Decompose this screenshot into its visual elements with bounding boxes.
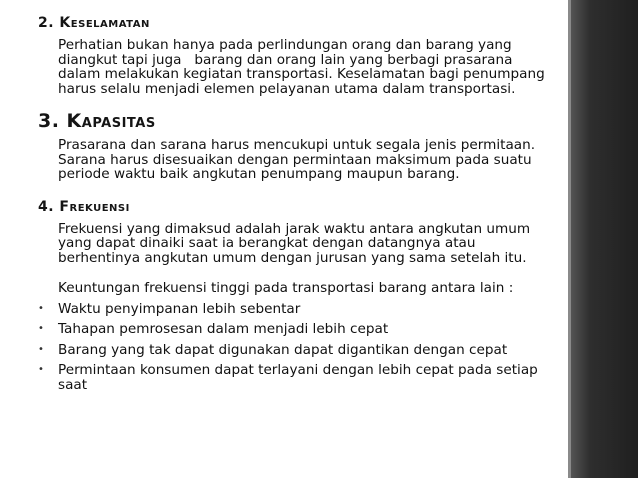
bullet-icon: • <box>38 364 44 375</box>
text-line: Perhatian bukan hanya pada perlindungan orang dan barang yang <box>58 37 512 53</box>
slide-content <box>38 14 598 398</box>
paragraph-keselamatan <box>58 38 598 96</box>
list-item-text: saat <box>58 376 88 393</box>
heading-kapasitas: 3. Kapasitas <box>38 110 156 132</box>
bullet-icon: • <box>38 323 44 334</box>
text-line: diangkut tapi juga barang dan orang lain yang berbagi prasarana <box>58 51 513 68</box>
heading-frekuensi: 4. Frekuensi <box>38 198 130 215</box>
text-line: Frekuensi yang dimaksud adalah jarak waktu antara angkutan umum <box>58 220 531 237</box>
text-line: yang dapat dinaiki saat ia berangkat dengan datangnya atau <box>58 235 476 251</box>
text-line: periode waktu baik angkutan penumpang maupun barang. <box>58 166 460 182</box>
list-item-text: Tahapan pemrosesan dalam menjadi lebih cepat <box>58 321 389 337</box>
text-line: Prasarana dan sarana harus mencukupi untuk segala jenis permitaan. <box>58 137 536 153</box>
list-item <box>38 322 598 337</box>
text-line: berhentinya angkutan umum dengan jurusan yang sama setelah itu. <box>58 249 527 266</box>
list-item <box>38 363 598 392</box>
text-line: Sarana harus disesuaikan dengan permintaan maksimum pada suatu <box>58 151 532 168</box>
heading-keselamatan: 2. Keselamatan <box>38 15 150 31</box>
list-item-text: Barang yang tak dapat digunakan dapat digantikan dengan cepat <box>58 341 508 358</box>
paragraph-frekuensi <box>58 222 598 266</box>
paragraph-kapasitas <box>58 138 598 182</box>
text-line: dalam melakukan kegiatan transportasi. Keselamatan bagi penumpang <box>58 66 545 82</box>
list-item <box>38 343 598 358</box>
frekuensi-intro: Keuntungan frekuensi tinggi pada transportasi barang antara lain : <box>58 280 514 296</box>
list-item-text: Waktu penyimpanan lebih sebentar <box>58 300 301 317</box>
list-item-text: Permintaan konsumen dapat terlayani dengan lebih cepat pada setiap <box>58 362 538 378</box>
bullet-icon: • <box>38 302 44 314</box>
list-item <box>38 302 598 317</box>
text-line: harus selalu menjadi elemen pelayanan utama dalam transportasi. <box>58 80 516 97</box>
advantages-list <box>38 302 598 393</box>
bullet-icon: • <box>38 343 44 355</box>
